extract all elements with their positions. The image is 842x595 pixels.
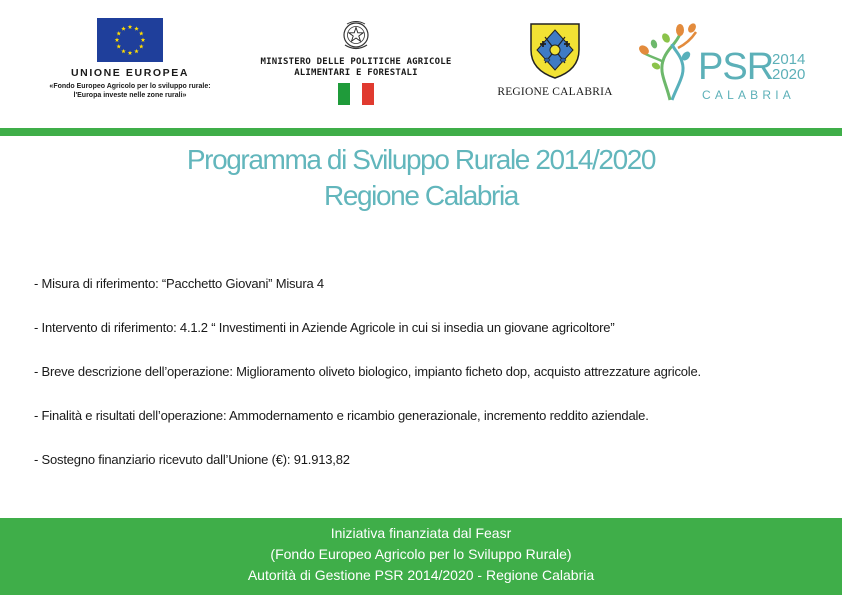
operation-details-list (34, 275, 834, 495)
ministry-logo (238, 18, 474, 105)
footer-line1: Iniziativa finanziata dal Feasr (330, 525, 512, 541)
eu-title: UNIONE EUROPEA (70, 67, 190, 79)
italian-emblem-icon (341, 18, 371, 52)
psr-region: CALABRIA (702, 88, 795, 102)
ministry-name-line1: MINISTERO DELLE POLITICHE AGRICOLE (260, 57, 452, 67)
list-item-measure: - Misura di riferimento: “Pacchetto Giovani” Misura 4 (34, 276, 324, 291)
list-item-funding: - Sostegno finanziario ricevuto dall’Unione (€): 91.913,82 (34, 452, 350, 467)
footer-line3: Autorità di Gestione PSR 2014/2020 - Regione Calabria (247, 567, 595, 583)
regione-calabria-title: REGIONE CALABRIA (497, 86, 613, 98)
eu-subtitle-line1: «Fondo Europeo Agricolo per lo sviluppo rurale: (49, 83, 211, 90)
ministry-name-line2: ALIMENTARI E FORESTALI (294, 68, 418, 78)
calabria-crest-icon (527, 20, 583, 82)
eu-flag-icon (97, 18, 163, 62)
italian-flag-icon (338, 83, 374, 105)
top-green-band (0, 128, 842, 136)
list-item-purpose: - Finalità e risultati dell’operazione: Ammodernamento e ricambio generazionale, incremento reddito aziendale. (34, 408, 649, 423)
page-title-line2: Regione Calabria (324, 180, 518, 211)
page-title-line1: Programma di Sviluppo Rurale 2014/2020 (186, 144, 656, 175)
footer (0, 518, 842, 586)
list-item-description: - Breve descrizione dell’operazione: Miglioramento oliveto biologico, impianto ficheto dop, acquisto attrezzature agricole. (34, 364, 701, 379)
psr-year-start: 2014 (772, 51, 806, 68)
psr-wordmark: PSR (698, 46, 774, 88)
eu-subtitle-line2: l'Europa investe nelle zone rurali» (73, 92, 187, 99)
psr-logo (636, 22, 816, 102)
ministry-name (238, 57, 474, 79)
list-item-intervention: - Intervento di riferimento: 4.1.2 “ Investimenti in Aziende Agricole in cui si insedia un giovane agricoltore” (34, 320, 615, 335)
psr-year-end: 2020 (772, 66, 806, 83)
eu-logo (30, 18, 230, 100)
psr-years (772, 52, 805, 82)
footer-line2: (Fondo Europeo Agricolo per lo Sviluppo Rurale) (270, 546, 572, 562)
psr-tree-icon (636, 22, 700, 102)
page-title (0, 142, 842, 214)
regione-calabria-logo (488, 20, 622, 98)
eu-subtitle (30, 82, 230, 100)
